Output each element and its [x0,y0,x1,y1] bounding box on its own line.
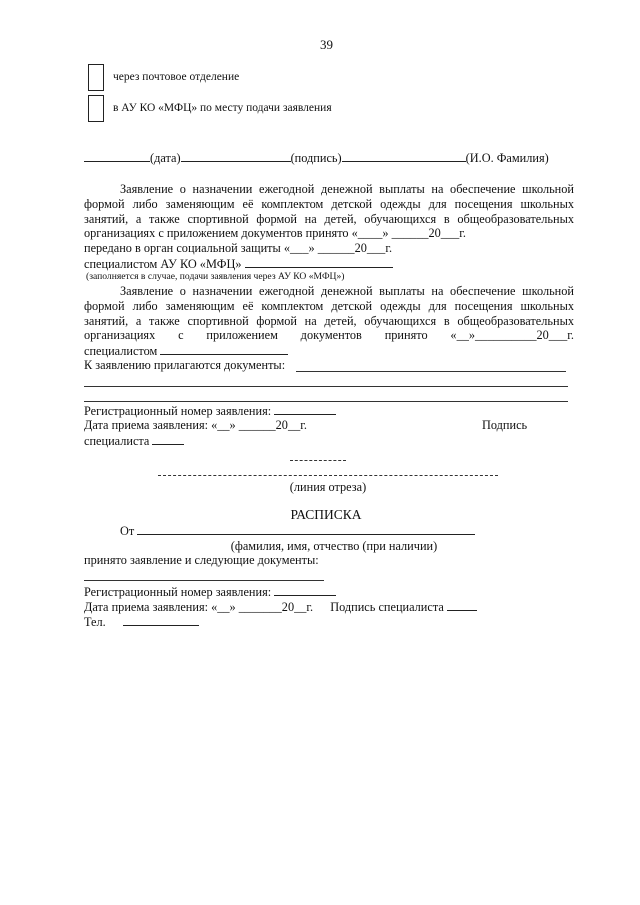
option-post-office-label: через почтовое отделение [113,71,240,84]
receipt-from-blank[interactable] [137,523,475,535]
attached-docs-label: К заявлению прилагаются документы: [84,358,286,372]
date-caption: (дата) [150,151,181,165]
registration-number-row [84,403,574,419]
receipt-date-row [84,599,574,615]
checkbox-post-office[interactable] [88,64,104,91]
receipt-reg-number-row [84,584,574,600]
receipt-date: Дата приема заявления: «__» _______20__г. [84,600,314,614]
statement1-transfer: передано в орган социальной защиты «___» ______20___г. [84,241,393,255]
statement2-line-4: организациях с приложением документов принято «__»__________20___г. [84,328,574,342]
statement2-specialist-blank[interactable] [160,343,288,355]
receipt-tel-row [84,614,574,630]
statement2-line-1: Заявление о назначении ежегодной денежной выплаты на обеспечение школьной [120,284,574,298]
page-number: 39 [320,37,333,52]
attached-docs-blank-2[interactable] [84,386,568,387]
receipt-reg-number-label: Регистрационный номер заявления: [84,585,272,599]
receipt-from-label: От [120,524,135,538]
name-caption: (И.О. Фамилия) [465,151,549,165]
receipt-tel-label: Тел. [84,615,106,629]
statement1-specialist-label: специалистом АУ КО «МФЦ» [84,257,242,271]
receipt-specialist-signature-blank[interactable] [447,599,477,611]
registration-number-label: Регистрационный номер заявления: [84,404,272,418]
statement1-line-4: организациях с приложением документов принято «____» ______20___г. [84,226,466,240]
registration-date: Дата приема заявления: «__» ______20__г. [84,418,307,432]
registration-number-blank[interactable] [274,403,336,415]
name-blank[interactable] [342,150,466,162]
statement1-line-3: занятий, а также спортивной формой на детей, обучающихся в общеобразовательных [84,212,574,226]
option-post-office[interactable] [88,64,239,91]
receipt-reg-number-blank[interactable] [274,584,336,596]
attached-docs-blank-1[interactable] [296,371,566,372]
registration-signature-label: Подпись [482,418,528,432]
cut-line [158,475,498,476]
receipt-fio-caption: (фамилия, имя, отчество (при наличии) [230,539,438,553]
statement1-note: (заполняется в случае, подачи заявления через АУ КО «МФЦ») [86,271,345,282]
cut-mark-short [290,460,346,461]
option-mfc-label: в АУ КО «МФЦ» по месту подачи заявления [113,102,332,115]
statement2-line-3: занятий, а также спортивной формой на детей, обучающихся в общеобразовательных [84,314,574,328]
attached-docs-blank-3[interactable] [84,401,568,402]
registration-specialist-row [84,433,574,449]
statement2-line-2: формой либо заменяющим её комплектом детской одежды для посещения школьных [84,299,574,313]
statement1-line-1: Заявление о назначении ежегодной денежной выплаты на обеспечение школьной [120,182,574,196]
receipt-tel-blank[interactable] [123,614,199,626]
receipt-accepted: принято заявление и следующие документы: [84,553,319,567]
receipt-specialist-signature-label: Подпись специалиста [330,600,444,614]
statement1-specialist-blank[interactable] [245,256,393,268]
receipt-from-row [120,523,610,539]
option-mfc[interactable] [88,95,332,122]
statement2-specialist-row [84,343,574,359]
signature-row [84,150,574,166]
statement1-line-2: формой либо заменяющим её комплектом детской одежды для посещения школьных [84,197,574,211]
registration-specialist-label: специалиста [84,434,150,448]
checkbox-mfc[interactable] [88,95,104,122]
receipt-docs-blank[interactable] [84,580,324,581]
signature-caption: (подпись) [290,151,342,165]
statement2-specialist-label: специалистом [84,344,158,358]
receipt-title: РАСПИСКА [290,507,362,522]
cut-line-label: (линия отреза) [289,480,367,494]
date-blank[interactable] [84,150,150,162]
signature-blank[interactable] [181,150,291,162]
registration-specialist-blank[interactable] [152,433,184,445]
